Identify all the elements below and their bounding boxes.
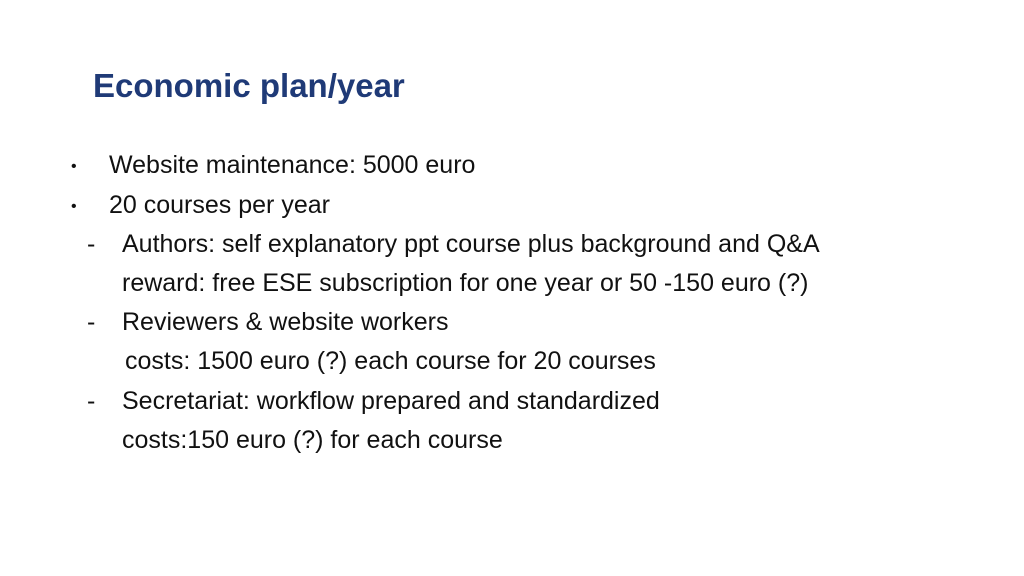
dash-marker: - xyxy=(87,230,96,258)
slide-title: Economic plan/year xyxy=(93,67,405,104)
bullet-marker: • xyxy=(71,158,77,175)
bullet-website-maintenance: Website maintenance: 5000 euro xyxy=(109,151,476,179)
bullet-marker: • xyxy=(71,198,77,215)
bullet-courses-per-year: 20 courses per year xyxy=(109,191,330,219)
subitem-authors: Authors: self explanatory ppt course plus background and Q&A xyxy=(122,230,820,258)
subitem-reviewers-costs: costs: 1500 euro (?) each course for 20 courses xyxy=(125,347,656,375)
subitem-secretariat-costs: costs:150 euro (?) for each course xyxy=(122,426,503,454)
dash-marker: - xyxy=(87,308,96,336)
subitem-secretariat: Secretariat: workflow prepared and standardized xyxy=(122,387,660,415)
subitem-reviewers: Reviewers & website workers xyxy=(122,308,449,336)
subitem-authors-reward: reward: free ESE subscription for one year or 50 -150 euro (?) xyxy=(122,269,809,297)
dash-marker: - xyxy=(87,387,96,415)
